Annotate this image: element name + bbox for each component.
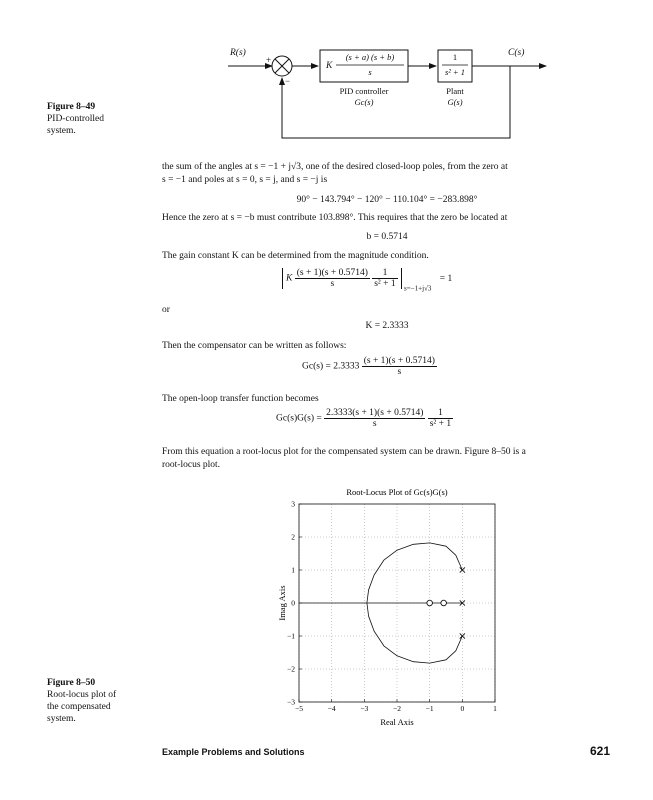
y-tick-label: −2 [287,664,295,674]
open-loop-numerator-2: 1 [428,408,453,419]
paragraph-1-line-1: the sum of the angles at s = −1 + j√3, one of the desired closed-loop poles, from the zero at [162,162,508,172]
y-tick-label: 0 [291,598,295,608]
fraction-2-numerator: 1 [372,268,397,279]
y-tick-label: −3 [287,697,295,707]
paragraph-6-line-2: root-locus plot. [162,460,221,470]
figure-50-caption-line: system. [47,714,76,724]
equation-b: b = 0.5714 [366,232,408,242]
root-locus-chart [260,485,520,730]
page-number: 621 [589,744,610,758]
x-tick-label: 0 [460,704,465,713]
x-tick-label: −5 [295,704,303,713]
pid-gain: K [326,61,333,71]
gain-K: K [286,273,293,284]
locus-branch [367,543,462,603]
paragraph-3: The gain constant K can be determined from the magnitude condition. [162,251,429,261]
paragraph-4: Then the compensator can be written as follows: [162,341,347,351]
chart-title: Root-Locus Plot of Gc(s)G(s) [346,487,448,497]
open-loop-denominator-2: s² + 1 [429,419,452,429]
open-loop-fraction-2 [428,408,453,429]
plus-sign: + [266,55,272,65]
locus-branch [367,603,462,663]
running-footer: Example Problems and Solutions [162,747,305,757]
figure-50-caption [47,677,157,725]
x-axis-label: Real Axis [380,717,414,727]
equation-open-loop [276,408,453,429]
figure-49-caption-line: PID-controlled [47,114,104,124]
figure-49-number: Figure 8–49 [47,102,96,112]
x-tick-label: −3 [360,704,369,713]
zero-marker [441,600,447,606]
figure-50-caption-line: Root-locus plot of [47,690,117,700]
open-loop-denominator-1: s [372,419,377,429]
open-loop-numerator-1: 2.3333(s + 1)(s + 0.5714) [326,408,424,418]
pid-numerator: (s + a) (s + b) [345,52,395,62]
equation-magnitude [282,268,452,293]
figure-49-caption [47,101,157,137]
equation-rhs: = 1 [439,273,453,284]
compensator-numerator: (s + 1)(s + 0.5714) [363,356,435,366]
input-label: R(s) [230,48,246,58]
compensator-lhs: Gc(s) = 2.3333 [302,361,360,372]
plant-numerator: 1 [452,52,458,62]
x-tick-label: −4 [327,704,336,713]
minus-sign: − [285,76,291,86]
plant-sublabel: G(s) [447,97,463,107]
y-tick-label: 2 [291,532,295,542]
paragraph-6-line-1: From this equation a root-locus plot for the compensated system can be drawn. Figure 8–50 is a [162,447,526,457]
fraction-1 [295,268,370,289]
paragraph-2: Hence the zero at s = −b must contribute 103.898°. This requires that the zero be located at [162,213,508,223]
y-tick-label: −1 [287,631,295,641]
open-loop-lhs: Gc(s)G(s) = [276,413,322,424]
fraction-1-denominator: s [330,279,335,289]
magnitude-bars [282,268,402,289]
pid-sublabel: Gc(s) [354,97,374,107]
y-axis-label: Imag Axis [277,585,287,621]
fraction-2-denominator: s² + 1 [374,279,396,289]
output-label: C(s) [508,48,525,58]
paragraph-5: The open-loop transfer function becomes [162,394,319,404]
y-tick-label: 3 [291,499,295,509]
x-tick-label: 1 [493,704,497,713]
fraction-1-numerator: (s + 1)(s + 0.5714) [296,268,368,278]
open-loop-fraction-1 [324,408,425,429]
compensator-fraction [362,356,437,377]
plant-denominator: s² + 1 [444,67,466,77]
equation-K: K = 2.3333 [365,321,409,331]
paragraph-1-line-2: s = −1 and poles at s = 0, s = j, and s = −j is [162,175,328,185]
equation-compensator [302,356,437,377]
y-tick-label: 1 [291,565,295,575]
fraction-2 [372,268,397,289]
x-tick-label: −2 [393,704,401,713]
figure-50-caption-line: the compensated [47,702,111,712]
plant-label: Plant [446,86,464,96]
figure-49-caption-line: system. [47,126,76,136]
compensator-denominator: s [397,367,402,377]
pid-label: PID controller [339,86,389,96]
equation-angles: 90° − 143.794° − 120° − 110.104° = −283.898° [296,195,478,205]
evaluation-point: s=−1+j√3 [404,284,432,293]
pid-denominator: s [368,67,372,77]
figure-50-number: Figure 8–50 [47,678,96,688]
x-tick-label: −1 [425,704,434,713]
or-text: or [162,305,170,315]
zero-marker [427,600,433,606]
